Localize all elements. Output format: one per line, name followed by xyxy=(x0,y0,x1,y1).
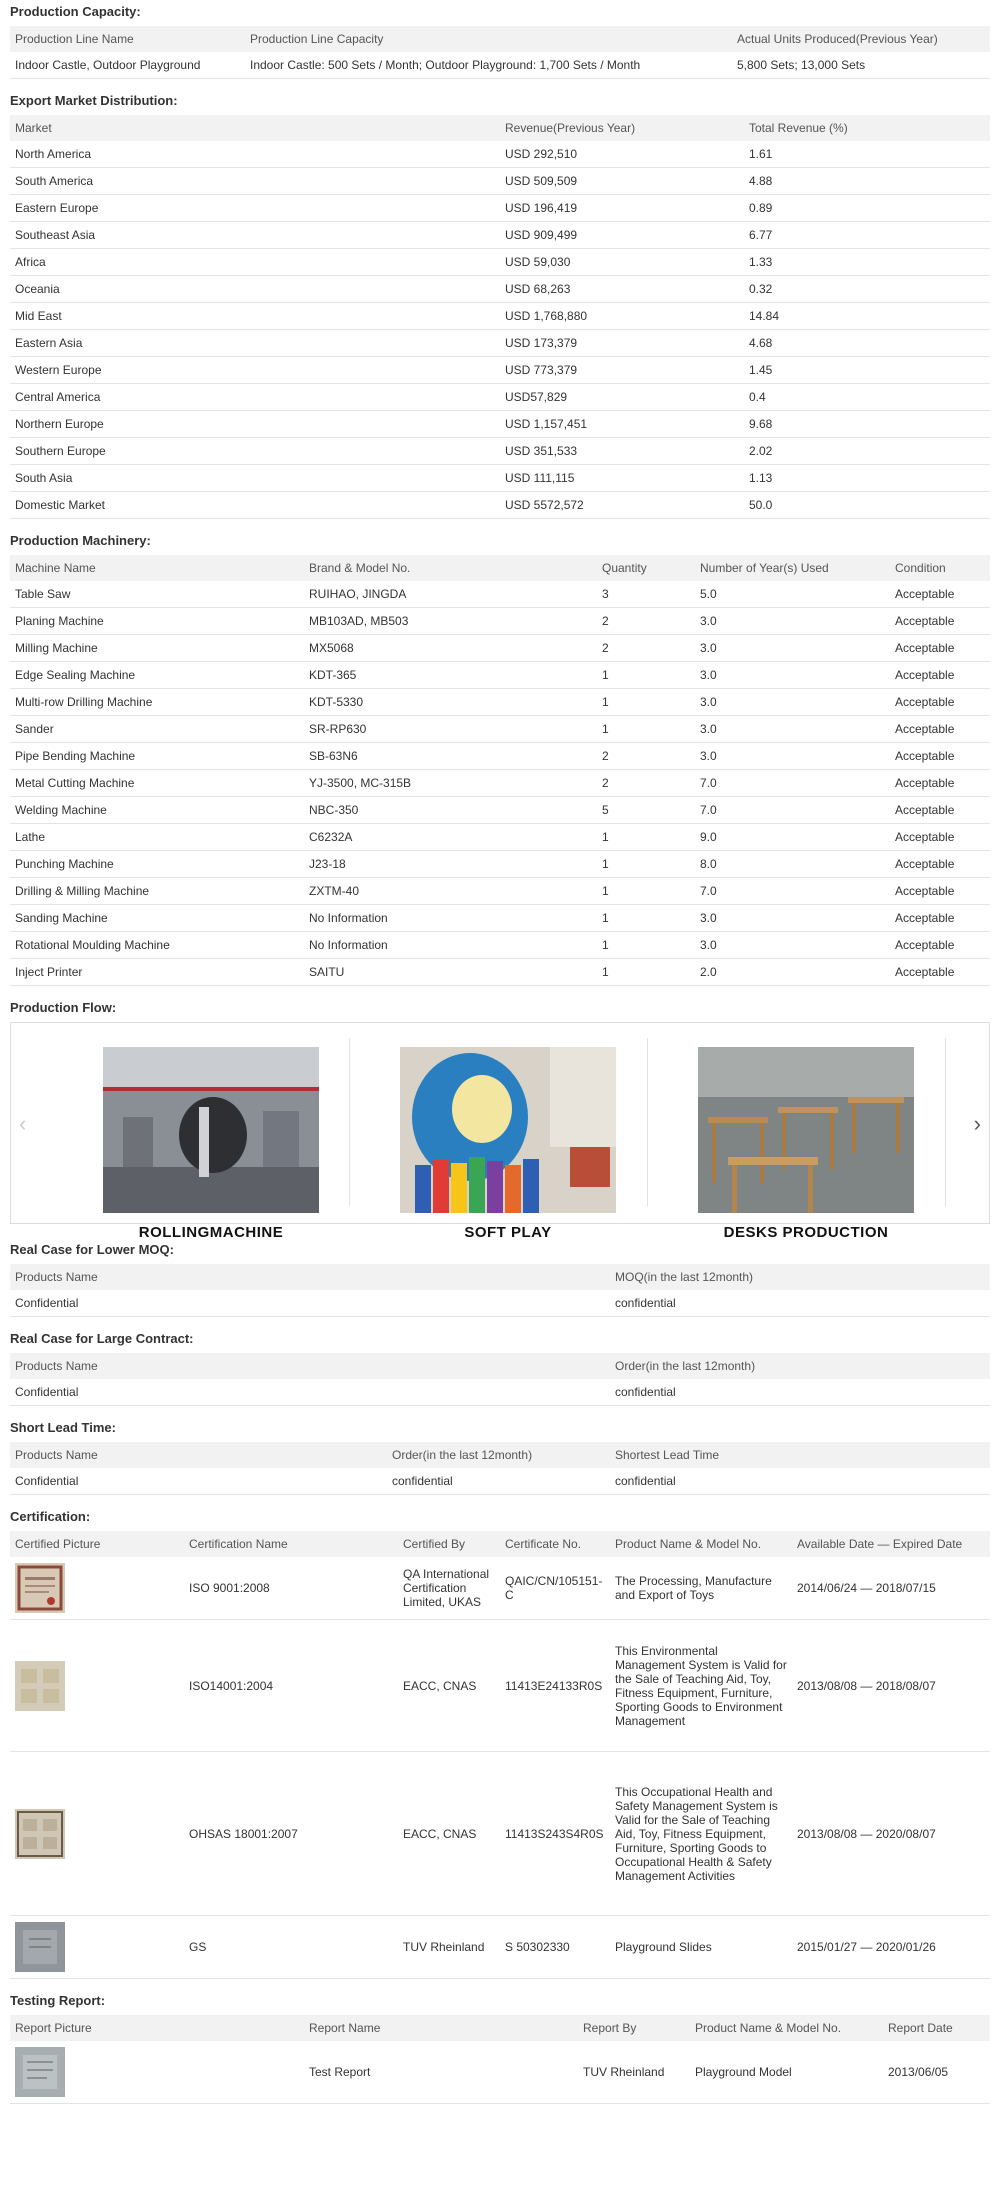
cell: Acceptable xyxy=(890,581,990,608)
flow-item[interactable] xyxy=(360,1035,656,1241)
cell: USD 196,419 xyxy=(500,195,744,222)
lower-moq-section xyxy=(10,1238,1000,1317)
cell: Multi-row Drilling Machine xyxy=(10,689,304,716)
cell: 3.0 xyxy=(695,716,890,743)
cell: Oceania xyxy=(10,276,500,303)
cell: 0.89 xyxy=(744,195,990,222)
cell: USD 351,533 xyxy=(500,438,744,465)
cell: 5 xyxy=(597,797,695,824)
column-header: Quantity xyxy=(597,555,695,581)
column-header: Report Date xyxy=(883,2015,990,2041)
cell: 0.32 xyxy=(744,276,990,303)
column-header: Market xyxy=(10,115,500,141)
column-header: Certification Name xyxy=(184,1531,398,1557)
cell: 1 xyxy=(597,932,695,959)
cell: J23-18 xyxy=(304,851,597,878)
divider xyxy=(349,1038,350,1206)
cell: Acceptable xyxy=(890,635,990,662)
section-title: Production Machinery: xyxy=(10,533,151,548)
cell: 14.84 xyxy=(744,303,990,330)
cell: 2013/06/05 xyxy=(883,2041,990,2104)
cell: Test Report xyxy=(304,2041,578,2104)
cell: Southern Europe xyxy=(10,438,500,465)
column-header: Report By xyxy=(578,2015,690,2041)
machinery-table xyxy=(10,555,990,986)
cell: 1 xyxy=(597,689,695,716)
table-row xyxy=(10,716,990,743)
cell: OHSAS 18001:2007 xyxy=(184,1752,398,1916)
cell: Acceptable xyxy=(890,824,990,851)
certificate-thumbnail[interactable] xyxy=(10,1557,184,1620)
cell: Lathe xyxy=(10,824,304,851)
cell: 2 xyxy=(597,608,695,635)
cell: Rotational Moulding Machine xyxy=(10,932,304,959)
table-row xyxy=(10,743,990,770)
cell: Confidential xyxy=(10,1468,387,1495)
section-title: Real Case for Lower MOQ: xyxy=(10,1242,174,1257)
certificate-thumbnail[interactable] xyxy=(10,1916,184,1979)
table-row xyxy=(10,141,990,168)
column-header: Revenue(Previous Year) xyxy=(500,115,744,141)
cell: 2013/08/08 — 2018/08/07 xyxy=(792,1620,990,1752)
production-capacity-section xyxy=(10,0,1000,79)
column-header: Order(in the last 12month) xyxy=(610,1353,990,1379)
table-row xyxy=(10,52,990,79)
cell: 3.0 xyxy=(695,905,890,932)
table-row xyxy=(10,195,990,222)
report-thumbnail[interactable] xyxy=(10,2041,304,2104)
table-row xyxy=(10,689,990,716)
cell: 1 xyxy=(597,878,695,905)
table-row xyxy=(10,303,990,330)
cell: 2014/06/24 — 2018/07/15 xyxy=(792,1557,990,1620)
table-row xyxy=(10,878,990,905)
table-row xyxy=(10,1290,990,1317)
testing-report-section xyxy=(10,1989,1000,2104)
cell: USD 5572,572 xyxy=(500,492,744,519)
cell: Acceptable xyxy=(890,959,990,986)
column-header: Machine Name xyxy=(10,555,304,581)
table-row xyxy=(10,1752,990,1916)
cell: Sanding Machine xyxy=(10,905,304,932)
export-rows xyxy=(10,141,990,519)
column-header: MOQ(in the last 12month) xyxy=(610,1264,990,1290)
cell: 9.68 xyxy=(744,411,990,438)
column-header: Total Revenue (%) xyxy=(744,115,990,141)
column-header: Order(in the last 12month) xyxy=(387,1442,610,1468)
cell: 3.0 xyxy=(695,689,890,716)
flow-caption: ROLLINGMACHINE xyxy=(138,1224,284,1241)
cell: 5,800 Sets; 13,000 Sets xyxy=(732,52,990,79)
cell: confidential xyxy=(610,1290,990,1317)
cell: Confidential xyxy=(10,1379,610,1406)
cell: 3.0 xyxy=(695,608,890,635)
table-row xyxy=(10,492,990,519)
cell: Pipe Bending Machine xyxy=(10,743,304,770)
section-title: Production Capacity: xyxy=(10,4,141,19)
cell: QA International Certification Limited, UKAS xyxy=(398,1557,500,1620)
cell: This Occupational Health and Safety Management System is Valid for the Sale of Teaching Aid, Toy, Fitness Equipment, Furniture, Sporting Goods to Occupational Health & Safety Management Activities xyxy=(610,1752,792,1916)
cell: Acceptable xyxy=(890,716,990,743)
table-row xyxy=(10,168,990,195)
rolling-machine-photo xyxy=(103,1047,319,1213)
cell: Sander xyxy=(10,716,304,743)
table-row xyxy=(10,824,990,851)
column-header: Report Picture xyxy=(10,2015,304,2041)
certificate-thumbnail[interactable] xyxy=(10,1752,184,1916)
cell: 3.0 xyxy=(695,743,890,770)
table-row xyxy=(10,1557,990,1620)
cell: Indoor Castle, Outdoor Playground xyxy=(10,52,245,79)
cell: Central America xyxy=(10,384,500,411)
cell: Metal Cutting Machine xyxy=(10,770,304,797)
column-header: Condition xyxy=(890,555,990,581)
cell: Eastern Europe xyxy=(10,195,500,222)
section-title: Short Lead Time: xyxy=(10,1420,116,1435)
page xyxy=(10,0,1000,2104)
cell: Acceptable xyxy=(890,878,990,905)
table-row xyxy=(10,851,990,878)
cell: 2 xyxy=(597,770,695,797)
column-header: Shortest Lead Time xyxy=(610,1442,990,1468)
section-title: Certification: xyxy=(10,1509,91,1524)
cell: 4.68 xyxy=(744,330,990,357)
cell: 2.0 xyxy=(695,959,890,986)
cell: North America xyxy=(10,141,500,168)
cell: YJ-3500, MC-315B xyxy=(304,770,597,797)
table-row xyxy=(10,411,990,438)
column-header: Number of Year(s) Used xyxy=(695,555,890,581)
column-header: Certificate No. xyxy=(500,1531,610,1557)
flow-item[interactable] xyxy=(658,1035,954,1241)
cell: Playground Slides xyxy=(610,1916,792,1979)
cell: Punching Machine xyxy=(10,851,304,878)
flow-item[interactable] xyxy=(63,1035,359,1241)
table-row xyxy=(10,581,990,608)
table-row xyxy=(10,959,990,986)
table-row xyxy=(10,330,990,357)
cell: 2015/01/27 — 2020/01/26 xyxy=(792,1916,990,1979)
table-row xyxy=(10,438,990,465)
table-row xyxy=(10,770,990,797)
cell: USD57,829 xyxy=(500,384,744,411)
cell: USD 773,379 xyxy=(500,357,744,384)
divider xyxy=(647,1038,648,1206)
cell: Acceptable xyxy=(890,797,990,824)
divider xyxy=(945,1038,946,1206)
cell: 1 xyxy=(597,662,695,689)
large-contract-section xyxy=(10,1327,1000,1406)
table-row xyxy=(10,1379,990,1406)
table-row xyxy=(10,797,990,824)
cell: KDT-5330 xyxy=(304,689,597,716)
column-header: Brand & Model No. xyxy=(304,555,597,581)
flow-caption: DESKS PRODUCTION xyxy=(723,1224,889,1241)
desks-production-photo xyxy=(698,1047,914,1213)
cell: USD 59,030 xyxy=(500,249,744,276)
table-row xyxy=(10,1468,990,1495)
cell: 1 xyxy=(597,851,695,878)
cell: S 50302330 xyxy=(500,1916,610,1979)
section-title: Testing Report: xyxy=(10,1993,106,2008)
cell: USD 68,263 xyxy=(500,276,744,303)
cell: MX5068 xyxy=(304,635,597,662)
cell: 1.13 xyxy=(744,465,990,492)
cell: Southeast Asia xyxy=(10,222,500,249)
cell: Acceptable xyxy=(890,851,990,878)
cell: No Information xyxy=(304,932,597,959)
cell: Welding Machine xyxy=(10,797,304,824)
lead-time-table xyxy=(10,1442,990,1495)
table-row xyxy=(10,662,990,689)
cell: USD 173,379 xyxy=(500,330,744,357)
cell: 5.0 xyxy=(695,581,890,608)
soft-play-photo xyxy=(400,1047,616,1213)
cell: 1.45 xyxy=(744,357,990,384)
cell: Northern Europe xyxy=(10,411,500,438)
export-table xyxy=(10,115,990,519)
table-row xyxy=(10,1620,990,1752)
cell: confidential xyxy=(610,1468,990,1495)
cell: South America xyxy=(10,168,500,195)
cell: ISO14001:2004 xyxy=(184,1620,398,1752)
cell: EACC, CNAS xyxy=(398,1752,500,1916)
cell: Acceptable xyxy=(890,608,990,635)
cell: Edge Sealing Machine xyxy=(10,662,304,689)
cell: TUV Rheinland xyxy=(578,2041,690,2104)
cell: SAITU xyxy=(304,959,597,986)
cell: 0.4 xyxy=(744,384,990,411)
cell: KDT-365 xyxy=(304,662,597,689)
cell: SR-RP630 xyxy=(304,716,597,743)
cell: 3 xyxy=(597,581,695,608)
table-row xyxy=(10,608,990,635)
cell: 1 xyxy=(597,824,695,851)
cell: Playground Model xyxy=(690,2041,883,2104)
cell: 1.61 xyxy=(744,141,990,168)
cell: Western Europe xyxy=(10,357,500,384)
cell: USD 1,768,880 xyxy=(500,303,744,330)
cell: confidential xyxy=(387,1468,610,1495)
cell: Acceptable xyxy=(890,689,990,716)
cell: 3.0 xyxy=(695,662,890,689)
column-header: Certified By xyxy=(398,1531,500,1557)
cell: 6.77 xyxy=(744,222,990,249)
lower-moq-table xyxy=(10,1264,990,1317)
cell: 7.0 xyxy=(695,878,890,905)
testing-report-table xyxy=(10,2015,990,2104)
production-flow-carousel xyxy=(10,1022,990,1241)
cell: 1 xyxy=(597,905,695,932)
column-header: Report Name xyxy=(304,2015,578,2041)
column-header: Certified Picture xyxy=(10,1531,184,1557)
cell: USD 509,509 xyxy=(500,168,744,195)
column-header: Product Name & Model No. xyxy=(690,2015,883,2041)
cell: Acceptable xyxy=(890,770,990,797)
table-row xyxy=(10,2041,990,2104)
production-machinery-section xyxy=(10,529,1000,986)
cell: 2 xyxy=(597,743,695,770)
chevron-left-icon[interactable]: ‹ xyxy=(19,1111,27,1136)
column-header: Production Line Name xyxy=(10,26,245,52)
column-header: Products Name xyxy=(10,1264,610,1290)
cell: 2.02 xyxy=(744,438,990,465)
section-title: Real Case for Large Contract: xyxy=(10,1331,194,1346)
cell: Table Saw xyxy=(10,581,304,608)
export-market-section xyxy=(10,89,1000,519)
cell: USD 111,115 xyxy=(500,465,744,492)
cell: Acceptable xyxy=(890,743,990,770)
cell: SB-63N6 xyxy=(304,743,597,770)
table-row xyxy=(10,249,990,276)
cell: 7.0 xyxy=(695,797,890,824)
table-row xyxy=(10,276,990,303)
table-row xyxy=(10,905,990,932)
cell: NBC-350 xyxy=(304,797,597,824)
cell: Indoor Castle: 500 Sets / Month; Outdoor Playground: 1,700 Sets / Month xyxy=(245,52,732,79)
column-header: Actual Units Produced(Previous Year) xyxy=(732,26,990,52)
table-row xyxy=(10,357,990,384)
lead-time-section xyxy=(10,1416,1000,1495)
cell: Milling Machine xyxy=(10,635,304,662)
cell: RUIHAO, JINGDA xyxy=(304,581,597,608)
cell: 1 xyxy=(597,959,695,986)
large-contract-table xyxy=(10,1353,990,1406)
column-header: Available Date — Expired Date xyxy=(792,1531,990,1557)
table-row xyxy=(10,635,990,662)
cell: ZXTM-40 xyxy=(304,878,597,905)
flow-caption: SOFT PLAY xyxy=(464,1224,552,1241)
cell: 9.0 xyxy=(695,824,890,851)
cell: Inject Printer xyxy=(10,959,304,986)
table-row xyxy=(10,222,990,249)
cell: 1.33 xyxy=(744,249,990,276)
cell: 4.88 xyxy=(744,168,990,195)
cell: Africa xyxy=(10,249,500,276)
cell: 3.0 xyxy=(695,932,890,959)
cell: USD 292,510 xyxy=(500,141,744,168)
cell: 11413E24133R0S xyxy=(500,1620,610,1752)
cell: No Information xyxy=(304,905,597,932)
cell: Domestic Market xyxy=(10,492,500,519)
cell: C6232A xyxy=(304,824,597,851)
cell: 3.0 xyxy=(695,635,890,662)
column-header: Production Line Capacity xyxy=(245,26,732,52)
cell: This Environmental Management System is Valid for the Sale of Teaching Aid, Toy, Fitness Equipment, Furniture, Sporting Goods to Environment Management xyxy=(610,1620,792,1752)
column-header: Products Name xyxy=(10,1353,610,1379)
cell: Acceptable xyxy=(890,662,990,689)
capacity-table xyxy=(10,26,990,79)
cell: 7.0 xyxy=(695,770,890,797)
cell: 11413S243S4R0S xyxy=(500,1752,610,1916)
machinery-rows xyxy=(10,581,990,986)
cell: USD 909,499 xyxy=(500,222,744,249)
certification-table xyxy=(10,1531,990,1979)
cell: Mid East xyxy=(10,303,500,330)
column-header: Products Name xyxy=(10,1442,387,1468)
table-row xyxy=(10,465,990,492)
cell: The Processing, Manufacture and Export of Toys xyxy=(610,1557,792,1620)
cell: Confidential xyxy=(10,1290,610,1317)
cell: 2 xyxy=(597,635,695,662)
table-row xyxy=(10,932,990,959)
cell: Acceptable xyxy=(890,905,990,932)
section-title: Export Market Distribution: xyxy=(10,93,178,108)
cell: confidential xyxy=(610,1379,990,1406)
cell: EACC, CNAS xyxy=(398,1620,500,1752)
cell: Acceptable xyxy=(890,932,990,959)
cell: 1 xyxy=(597,716,695,743)
chevron-right-icon[interactable]: › xyxy=(973,1111,981,1136)
cell: 2013/08/08 — 2020/08/07 xyxy=(792,1752,990,1916)
cell: TUV Rheinland xyxy=(398,1916,500,1979)
certification-section xyxy=(10,1505,1000,1979)
table-row xyxy=(10,384,990,411)
cell: QAIC/CN/105151-C xyxy=(500,1557,610,1620)
table-row xyxy=(10,1916,990,1979)
cell: USD 1,157,451 xyxy=(500,411,744,438)
cell: Eastern Asia xyxy=(10,330,500,357)
cell: 8.0 xyxy=(695,851,890,878)
cell: Planing Machine xyxy=(10,608,304,635)
cell: GS xyxy=(184,1916,398,1979)
cell: Drilling & Milling Machine xyxy=(10,878,304,905)
section-title: Production Flow: xyxy=(10,1000,117,1015)
cell: MB103AD, MB503 xyxy=(304,608,597,635)
column-header: Product Name & Model No. xyxy=(610,1531,792,1557)
cell: 50.0 xyxy=(744,492,990,519)
certificate-thumbnail[interactable] xyxy=(10,1620,184,1752)
cell: South Asia xyxy=(10,465,500,492)
cell: ISO 9001:2008 xyxy=(184,1557,398,1620)
